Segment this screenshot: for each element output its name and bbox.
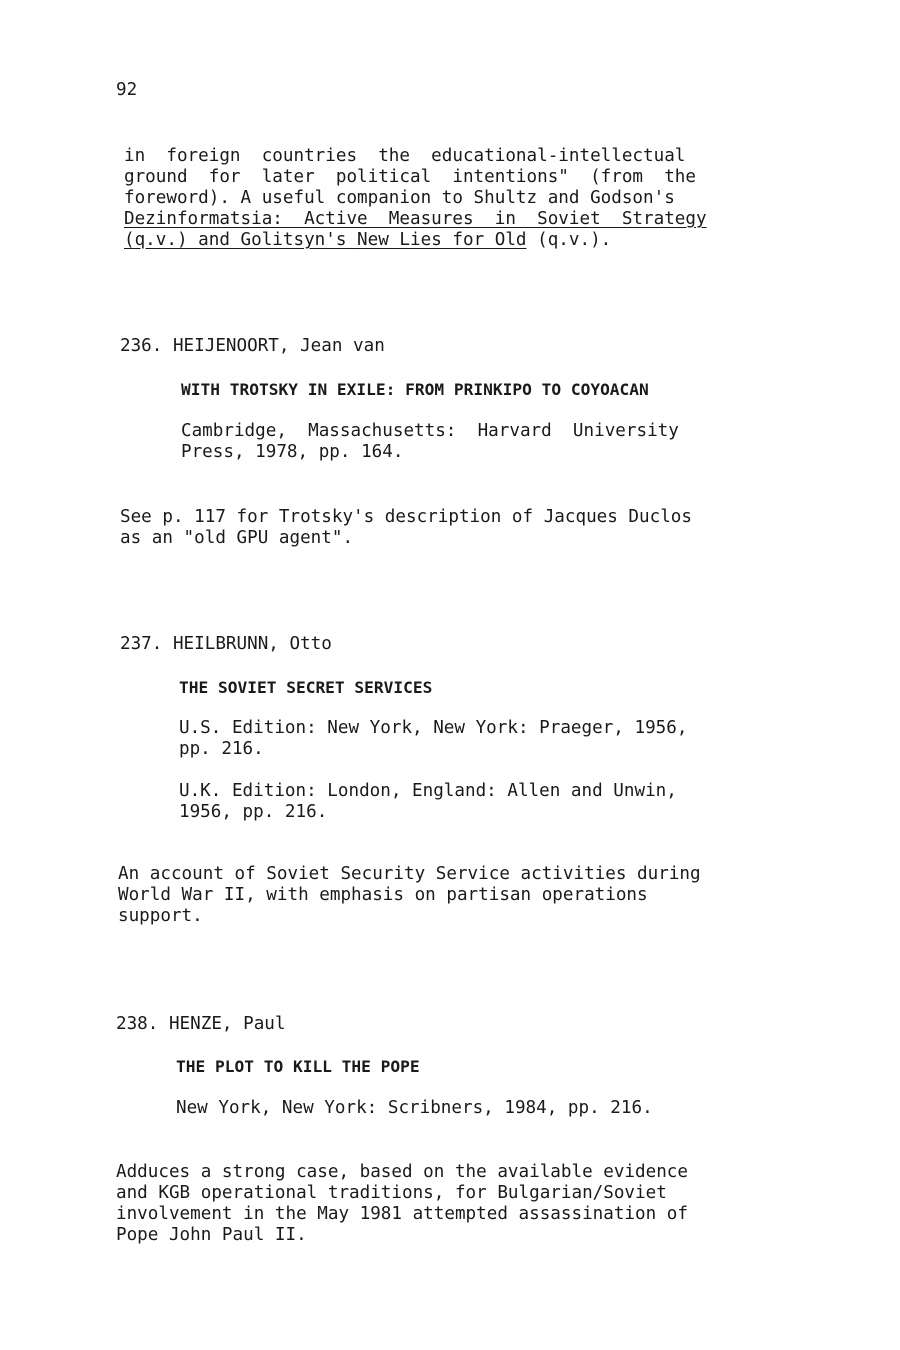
- book-title: THE PLOT TO KILL THE POPE: [176, 1057, 420, 1076]
- annotation-line: Pope John Paul II.: [116, 1225, 307, 1245]
- book-title: THE SOVIET SECRET SERVICES: [179, 678, 433, 697]
- annotation-line: World War II, with emphasis on partisan operations: [118, 885, 648, 905]
- annotation-line: as an "old GPU agent".: [120, 528, 354, 548]
- annotation: [116, 1162, 688, 1246]
- publication-info: [179, 718, 687, 760]
- continuation-line: ground for later political intentions" (from the: [124, 167, 696, 187]
- underlined-qv-prefix: (q.v.) and Golitsyn's: [124, 230, 358, 250]
- publication-line: pp. 216.: [179, 739, 264, 759]
- continuation-line: [124, 230, 707, 251]
- annotation-line: An account of Soviet Security Service activities during: [118, 864, 701, 884]
- entry-heading: 237. HEILBRUNN, Otto: [120, 634, 332, 654]
- publication-line: Cambridge, Massachusetts: Harvard University: [181, 421, 679, 441]
- annotation-line: involvement in the May 1981 attempted assassination of: [116, 1204, 688, 1224]
- underlined-book-title: New Lies for Old: [357, 230, 527, 250]
- publication-line: New York, New York: Scribners, 1984, pp. 216.: [176, 1098, 653, 1118]
- publication-line: 1956, pp. 216.: [179, 802, 328, 822]
- annotation-line: Adduces a strong case, based on the available evidence: [116, 1162, 688, 1182]
- publication-info-uk: [179, 781, 677, 823]
- publication-line: Press, 1978, pp. 164.: [181, 442, 404, 462]
- continuation-paragraph: [124, 146, 707, 251]
- publication-info: [181, 421, 679, 463]
- continuation-line: foreword). A useful companion to Shultz and Godson's: [124, 188, 675, 208]
- annotation-line: and KGB operational traditions, for Bulgarian/Soviet: [116, 1183, 667, 1203]
- annotation-line: support.: [118, 906, 203, 926]
- continuation-line: in foreign countries the educational-intellectual: [124, 146, 686, 166]
- page-number: 92: [116, 80, 138, 100]
- qv-suffix: (q.v.).: [526, 230, 612, 250]
- annotation-line: See p. 117 for Trotsky's description of Jacques Duclos: [120, 507, 692, 527]
- entry-heading: 238. HENZE, Paul: [116, 1014, 286, 1034]
- annotation: [118, 864, 701, 927]
- publication-line: U.S. Edition: New York, New York: Praeger, 1956,: [179, 718, 688, 738]
- entry-heading: 236. HEIJENOORT, Jean van: [120, 336, 385, 356]
- publication-line: U.K. Edition: London, England: Allen and Unwin,: [179, 781, 677, 801]
- book-title: WITH TROTSKY IN EXILE: FROM PRINKIPO TO COYOACAN: [181, 380, 649, 399]
- underlined-book-title: Dezinformatsia: Active Measures in Soviet Strategy: [124, 209, 707, 229]
- annotation: [120, 507, 692, 549]
- publication-info: [176, 1098, 653, 1119]
